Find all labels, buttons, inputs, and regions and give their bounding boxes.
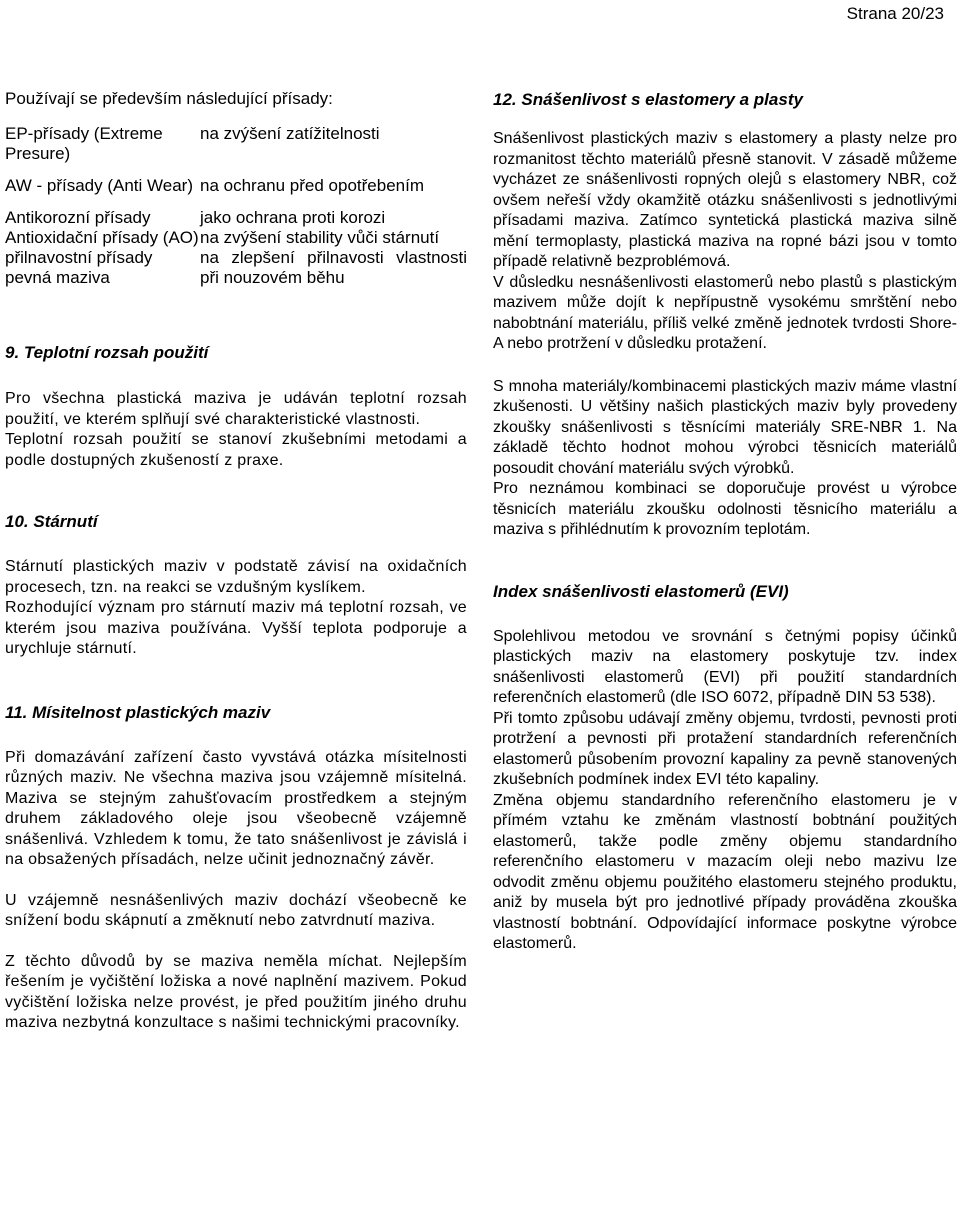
left-column bbox=[5, 89, 467, 1034]
additive-row bbox=[5, 208, 467, 228]
additive-purpose: na zlepšení přilnavosti vlastnosti při nouzovém běhu bbox=[200, 248, 467, 287]
section-9-paragraph: Pro všechna plastická maziva je udáván teplotní rozsah použití, ve kterém splňují své charakteristické vlastnosti. bbox=[5, 390, 467, 428]
section-10-paragraph: Rozhodující význam pro stárnutí maziv má teplotní rozsah, ve kterém jsou maziva používána. Vyšší teplota podporuje a urychluje stárnutí. bbox=[5, 599, 467, 657]
additive-purpose: na zvýšení stability vůči stárnutí bbox=[200, 228, 440, 247]
additives-intro: Používají se především následující přísady: bbox=[5, 89, 333, 108]
additive-name: přilnavostní přísady pevná maziva bbox=[5, 248, 153, 287]
evi-paragraph: Spolehlivou metodou ve srovnání s četnými popisy účinků plastických maziv na elastomery poskytuje tzv. index snášenlivosti elastomerů (EVI) při použití standardních referenčních elastomerů (dle ISO 6072, případně DIN 53 538). bbox=[493, 627, 957, 706]
evi-paragraph: Při tomto způsobu udávají změny objemu, tvrdosti, pevnosti proti protržení a pevnosti při protažení standardních referenčních elastomerů působením provozní kapaliny za pevně stanovených zkušebních podmínek index EVI této kapaliny. bbox=[493, 709, 957, 788]
section-11-heading: 11. Mísitelnost plastických maziv bbox=[5, 702, 271, 722]
additive-purpose: na zvýšení zatížitelnosti bbox=[200, 124, 380, 143]
additive-name: AW - přísady (Anti Wear) bbox=[5, 176, 193, 195]
additive-row bbox=[5, 248, 467, 288]
right-column bbox=[493, 89, 957, 955]
section-9-paragraph: Teplotní rozsah použití se stanoví zkušebními metodami a podle dostupných zkušeností z praxe. bbox=[5, 431, 467, 469]
additives-table bbox=[5, 124, 467, 288]
additive-name: Antikorozní přísady bbox=[5, 208, 151, 227]
additive-name: Antioxidační přísady (AO) bbox=[5, 228, 199, 247]
page-number: Strana 20/23 bbox=[846, 4, 944, 23]
section-12-paragraph: V důsledku nesnášenlivosti elastomerů nebo plastů s plastickým mazivem může dojít k nepřípustně vysokému smrštění nebo nabobtnání materiálu, příliš velké změně jednotek tvrdosti Shore-A nebo protržení v důsledku protažení. bbox=[493, 273, 957, 352]
section-11-paragraph: U vzájemně nesnášenlivých maziv dochází všeobecně ke snížení bodu skápnutí a změknutí nebo zatvrdnutí maziva. bbox=[5, 891, 467, 929]
additive-purpose: na ochranu před opotřebením bbox=[200, 176, 424, 195]
section-9-heading: 9. Teplotní rozsah použití bbox=[5, 343, 209, 362]
additive-row bbox=[5, 228, 467, 248]
section-12-paragraph: S mnoha materiály/kombinacemi plastických maziv máme vlastní zkušenosti. U většiny našich plastických maziv byly provedeny zkoušky snášenlivosti s těsnícími materiály SRE-NBR 1. Na základě těchto hodnot mohou výrobci těsnicích materiálů posoudit chování materiálu svých výrobků. bbox=[493, 377, 957, 477]
section-12-heading: 12. Snášenlivost s elastomery a plasty bbox=[493, 90, 803, 109]
additive-row bbox=[5, 176, 467, 196]
evi-heading: Index snášenlivosti elastomerů (EVI) bbox=[493, 581, 789, 601]
section-11-paragraph: Při domazávání zařízení často vyvstává otázka mísitelnosti různých maziv. Ne všechna maziva jsou vzájemně mísitelná. Maziva se stejným zahušťovacím prostředkem a stejným druhem základového oleje jsou všeobecně vzájemně snášenlivá. Vzhledem k tomu, že tato snášenlivost je závislá i na obsažených přísadách, nelze učinit jednoznačný závěr. bbox=[5, 748, 467, 868]
additive-row bbox=[5, 124, 467, 164]
section-10-paragraph: Stárnutí plastických maziv v podstatě závisí na oxidačních procesech, tzn. na reakci se vzdušným kyslíkem. bbox=[5, 558, 467, 596]
section-12-paragraph: Pro neznámou kombinaci se doporučuje provést u výrobce těsnicích materiálu zkoušku odolnosti těsnicího materiálu a maziva s přihlédnutím k provozním teplotám. bbox=[493, 480, 957, 538]
section-12-paragraph: Snášenlivost plastických maziv s elastomery a plasty nelze pro rozmanitost těchto materiálů přesně stanovit. V zásadě můžeme vycházet ze snášenlivosti ropných olejů s elastomery NBR, což ovšem neřeší vždy okamžitě otázku snášenlivosti s jednotlivými přísadami maziva. Zatímco syntetická plastická maziva silně mění termoplasty, plastická maziva na ropné bázi jsou v tomto případě relativně bezproblémová. bbox=[493, 130, 957, 270]
additive-purpose: jako ochrana proti korozi bbox=[200, 208, 386, 227]
section-10-heading: 10. Stárnutí bbox=[5, 512, 98, 531]
section-11-paragraph: Z těchto důvodů by se maziva neměla míchat. Nejlepším řešením je vyčištění ložiska a nové naplnění mazivem. Pokud vyčištění ložiska nelze provést, je před použitím jiného druhu maziva nezbytná konzultace s našimi technickými pracovníky. bbox=[5, 952, 467, 1031]
additive-name: EP-přísady (Extreme Presure) bbox=[5, 124, 163, 163]
evi-paragraph: Změna objemu standardního referenčního elastomeru je v přímém vztahu ke změnám vlastností bobtnání použitých elastomerů, takže podle změny objemu standardního referenčního elastomeru v mazacím oleji nebo mazivu lze odvodit změnu objemu použitého elastomeru stejného produktu, aniž by musela být pro jednotlivé případy prováděna zkouška vlastností bobtnání. Odpovídající informace poskytne výrobce elastomerů. bbox=[493, 791, 957, 952]
